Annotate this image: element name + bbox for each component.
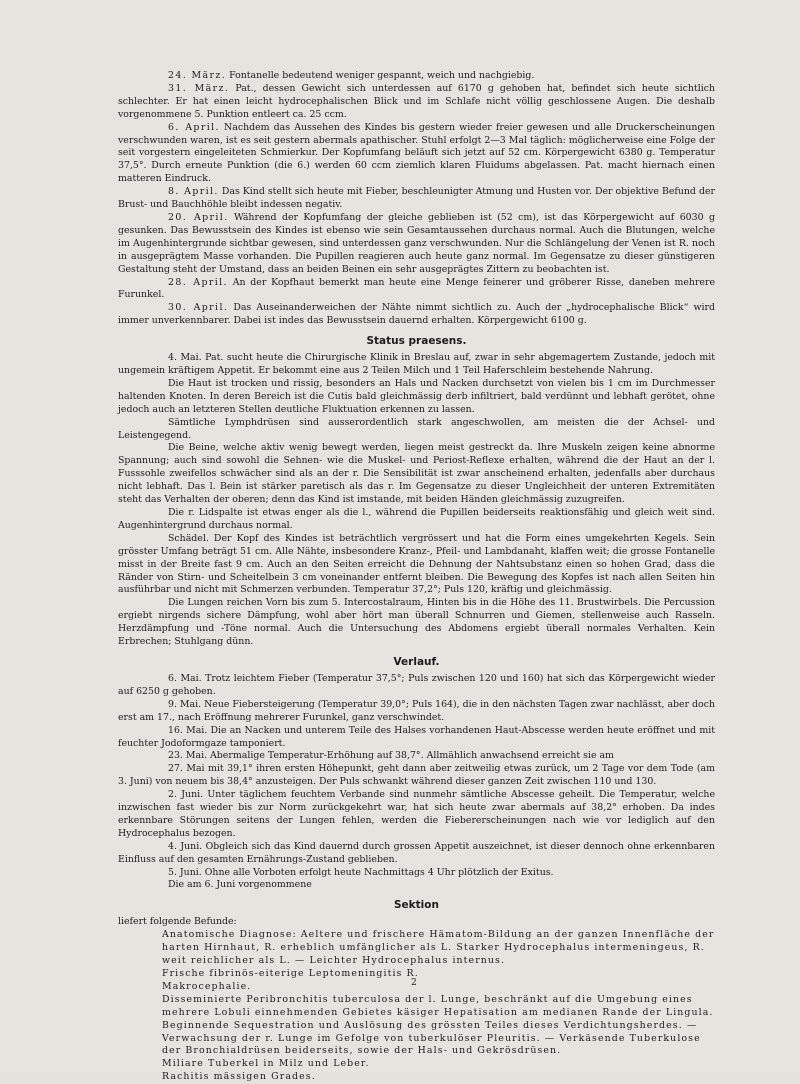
entry-28-april — [118, 277, 715, 303]
status-paragraph: Die Haut ist trocken und rissig, besonders an Hals und Nacken durchsetzt von vielen bis 1 cm im Durchmesser haltenden Knoten. In deren Bereich ist die Cutis bald gleichmässig derb infiltriert, bald verdünnt und lebhaft gerötet, ohne jedoch auch an letzteren Stellen deutliche Fluktuation erkennen zu lassen. — [118, 377, 715, 415]
entry-30-april — [118, 302, 715, 328]
sektion-intro: liefert folgende Befunde: — [118, 916, 237, 928]
entry-text: Pat., dessen Gewicht sich unterdessen auf 6170 g gehoben hat, befindet sich heute sichtlich schlechter. Er hat einen leicht hydrocephalischen Blick und im Schlafe nicht völlig geschlossene Augen. Die deshalb vorgenommene 5. Punktion entleert ca. 25 ccm. — [118, 82, 715, 120]
verlauf-paragraph: 2. Juni. Unter täglichem feuchtem Verbande sind nunmehr sämtliche Abscesse geheilt. Die Temperatur, welche inzwischen fast wieder bis zur Norm zurückgekehrt war, hat sich heute zwar abermals auf 38,2° erhoben. Da indes erkennbare Störungen seitens der Lungen fehlen, werden die Fiebererscheinungen nach wie vor lediglich auf den Hydrocephalus bezogen. — [118, 789, 715, 839]
status-paragraph: Schädel. Der Kopf des Kindes ist beträchtlich vergrössert und hat die Form eines umgekehrten Kegels. Sein grösster Umfang beträgt 51 cm. Alle Nähte, insbesondere Kranz-, Pfeil- und Lambdanaht, klaffen weit; die grosse Fontanelle misst in der Breite fast 9 cm. Auch an den Seiten erreicht die Dehnung der Nahtsubstanz einen so hohen Grad, dass die Ränder von Stirn- und Scheitelbein 3 cm voneinander entfernt bleiben. Die Bewegung des Kopfes ist nach allen Seiten hin ausführbar und nicht mit Schmerzen verbunden. Temperatur 37,2°; Puls 120, kräftig und gleichmässig. — [118, 532, 715, 596]
entry-31-maerz — [118, 83, 715, 122]
verlauf-heading: Verlauf. — [393, 655, 440, 668]
entry-date: 8. April. — [168, 186, 219, 198]
status-section — [118, 352, 715, 649]
verlauf-paragraph: 5. Juni. Ohne alle Vorboten erfolgt heute Nachmittags 4 Uhr plötzlich der Exitus. — [168, 866, 554, 878]
entry-date: 30. April. — [168, 302, 229, 314]
sektion-finding: Rachitis mässigen Grades. — [162, 1071, 316, 1083]
entry-text: Fontanelle bedeutend weniger gespannt, weich und nachgiebig. — [226, 70, 535, 81]
sektion-finding: Miliare Tuberkel in Milz und Leber. — [162, 1058, 370, 1070]
status-heading: Status praesens. — [366, 335, 467, 348]
verlauf-paragraph: 16. Mai. Die an Nacken und unterem Teile des Halses vorhandenen Haut-Abscesse werden heute eröffnet und mit feuchter Jodoformgaze tamponiert. — [118, 724, 715, 749]
verlauf-paragraph: 4. Juni. Obgleich sich das Kind dauernd durch grossen Appetit auszeichnet, ist dieser dennoch ohne erkennbaren Einfluss auf den gesamten Ernährungs-Zustand geblieben. — [118, 840, 715, 865]
sektion-finding: Makrocephalie. — [162, 980, 252, 992]
verlauf-paragraph: 23. Mai. Abermalige Temperatur-Erhöhung auf 38,7°. Allmählich anwachsend erreicht sie am — [168, 750, 614, 762]
sektion-finding: Anatomische Diagnose: Aeltere und frischere Hämatom-Bildung an der ganzen Innenfläche der harten Hirnhaut, R. erheblich umfänglicher als L. Starker Hydrocephalus intermeningeus, R. weit reichlicher als L. — Leichter Hydrocephalus internus. — [162, 929, 715, 967]
verlauf-section — [118, 673, 715, 892]
entry-date: 24. März. — [168, 70, 227, 81]
verlauf-paragraph: 6. Mai. Trotz leichtem Fieber (Temperatur 37,5°; Puls zwischen 120 und 160) hat sich das Körpergewicht wieder auf 6250 g gehoben. — [118, 672, 715, 697]
page-text — [118, 70, 715, 1084]
page-number: 2 — [411, 978, 417, 988]
entry-text: Das Auseinanderweichen der Nähte nimmt sichtlich zu. Auch der „hydrocephalische Blick“ wird immer unverkennbarer. Dabei ist indes das Bewusstsein dauernd erhalten. Körpergewicht 6100 g. — [118, 302, 715, 327]
entry-date: 6. April. — [168, 121, 220, 133]
entry-date: 31. März. — [168, 82, 230, 94]
entry-24-maerz — [118, 70, 715, 83]
status-paragraph: Die r. Lidspalte ist etwas enger als die l., während die Pupillen beiderseits reaktionsfähig und gleich weit sind. Augenhintergrund durchaus normal. — [118, 507, 715, 531]
sektion-heading: Sektion — [394, 899, 439, 912]
status-paragraph: Sämtliche Lymphdrüsen sind ausserordentlich stark angeschwollen, am meisten die der Achsel- und Leistengegend. — [118, 416, 715, 441]
status-paragraph: Die Lungen reichen Vorn bis zum 5. Intercostalraum, Hinten bis in die Höhe des 11. Brustwirbels. Die Percussion ergiebt nirgends sichere Dämpfung, wohl aber hört man überall Schnurren und Giemen, stellenweise auch Rasseln. Herzdämpfung und -Töne normal. Auch die Untersuchung des Abdomens ergiebt überall normales Verhalten. Kein Erbrechen; Stuhlgang dünn. — [118, 597, 715, 648]
entry-8-april — [118, 186, 715, 212]
verlauf-paragraph: Die am 6. Juni vorgenommene — [168, 879, 312, 891]
entry-20-april — [118, 212, 715, 277]
status-paragraph: Die Beine, welche aktiv wenig bewegt werden, liegen meist gestreckt da. Ihre Muskeln zeigen keine abnorme Spannung; auch sind sowohl die Sehnen- wie die Muskel- und Periost-Reflexe erhalten, während die der Haut an der l. Fusssohle zweifellos schwächer sind als an der r. Die Sensibilität ist zwar anscheinend erhalten, jedenfalls aber durchaus nicht lebhaft. Das l. Bein ist stärker paretisch als das r. Im Gegensatze zu dieser Ungleichheit der unteren Extremitäten steht das Verhalten der oberen; denn das Kind ist imstande, mit beiden Händen gleichmässig zuzugreifen. — [118, 442, 715, 506]
entry-text: Das Kind stellt sich heute mit Fieber, beschleunigter Atmung und Husten vor. Der objektive Befund der Brust- und Bauchhöhle bleibt indessen negativ. — [118, 186, 715, 211]
sektion-finding: Disseminierte Peribronchitis tuberculosa der l. Lunge, beschränkt auf die Umgebung eines mehrere Lobuli einnehmenden Gebietes käsiger Hepatisation am medianen Rande der Lingula. Beginnende Sequestration und Auslösung des grössten Teiles dieses Verdichtungsherdes. — Verwachsung der r. Lunge im Gefolge von tuberkulöser Pleuritis. — Verkäsende Tuberkulose der Bronchialdrüsen beiderseits, sowie der Hals- und Gekrösdrüsen. — [162, 993, 714, 1057]
entry-date: 28. April. — [168, 276, 228, 288]
status-paragraph: 4. Mai. Pat. sucht heute die Chirurgische Klinik in Breslau auf, zwar in sehr abgemagertem Zustande, jedoch mit ungemein kräftigem Appetit. Er bekommt eine aus 2 Teilen Milch und 1 Teil Haferschleim bestehende Nahrung. — [118, 352, 715, 377]
verlauf-paragraph: 27. Mai mit 39,1° ihren ersten Höhepunkt, geht dann aber zeitweilig etwas zurück, um 2 Tage vor dem Tode (am 3. Juni) von neuem bis 38,4° anzusteigen. Der Puls schwankt während dieser ganzen Zeit zwischen 110 und 130. — [118, 763, 715, 788]
entry-text: Während der Kopfumfang der gleiche geblieben ist (52 cm), ist das Körpergewicht auf 6030 g gesunken. Das Bewusstsein des Kindes ist ebenso wie sein Gesamtaussehen durchaus normal. Auch die Blutungen, welche im Augenhintergrunde sichtbar gewesen, sind unterdessen ganz verschwunden. Nur die Schlängelung der Venen ist R. noch in ausgeprägtem Masse vorhanden. Die Pupillen reagieren auch heute ganz normal. Im Gegensatze zu dieser günstigeren Gestaltung steht der Umstand, dass an beiden Beinen ein sehr ausgeprägtes Zittern zu beobachten ist. — [118, 211, 715, 275]
entry-text: An der Kopfhaut bemerkt man heute eine Menge feinerer und gröberer Risse, daneben mehrere Furunkel. — [118, 276, 716, 301]
entry-6-april — [118, 122, 715, 187]
sektion-section — [118, 916, 715, 1084]
entry-text: Nachdem das Aussehen des Kindes bis gestern wieder freier gewesen und alle Druckerscheinungen verschwunden waren, ist es seit gestern abermals apathischer. Stuhl erfolgt 2—3 Mal täglich: möglicherweise eine Folge der seit vorgestern eingeleiteten Schmierkur. Der Kopfumfang beläuft sich jetzt auf 52 cm. Körpergewicht 6380 g. Temperatur 37,5°. Durch erneute Punktion (die 6.) werden 60 ccm ziemlich klaren Fluidums abgelassen. Pat. macht hiernach einen matteren Eindruck. — [118, 121, 715, 185]
sektion-finding: Frische fibrinös-eiterige Leptomeningitis R. — [162, 968, 419, 979]
intro-entries — [118, 70, 715, 328]
verlauf-paragraph: 9. Mai. Neue Fiebersteigerung (Temperatur 39,0°; Puls 164), die in den nächsten Tagen zwar nachlässt, aber doch erst am 17., nach Eröffnung mehrerer Furunkel, ganz verschwindet. — [118, 698, 715, 723]
entry-date: 20. April. — [168, 211, 229, 223]
